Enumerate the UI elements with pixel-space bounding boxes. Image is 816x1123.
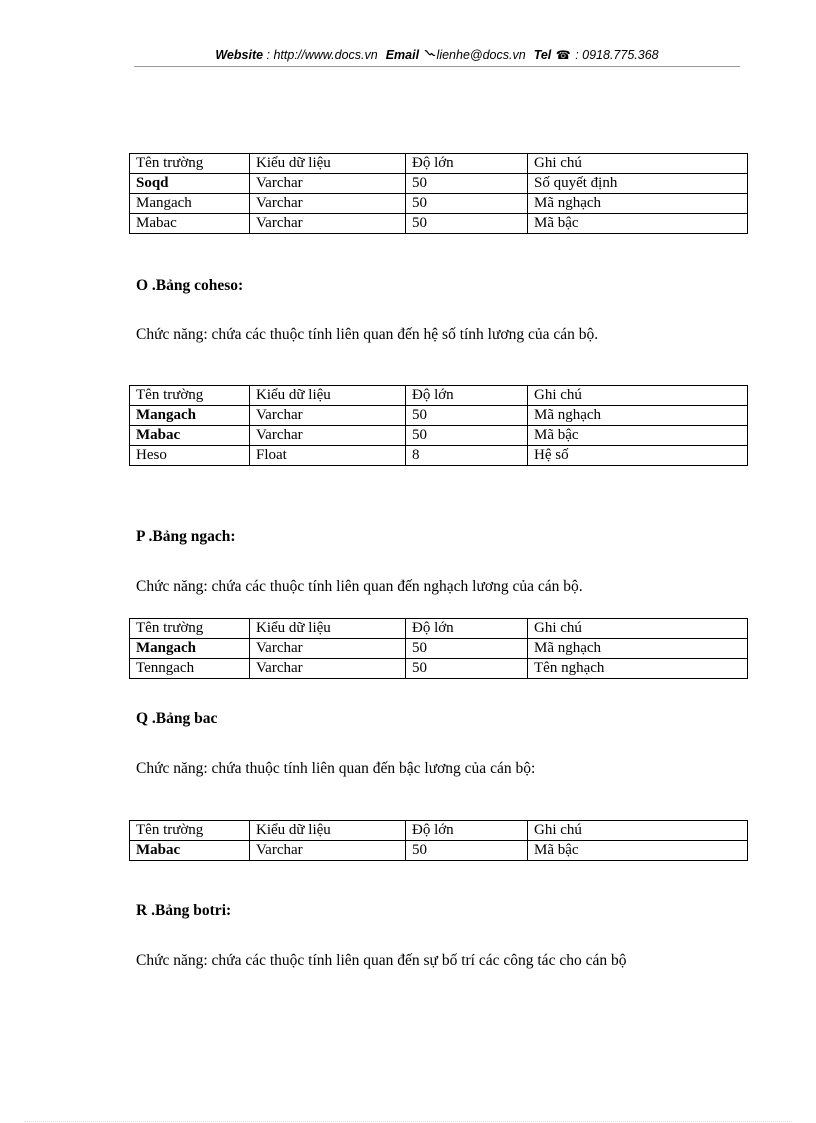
tel-value: 0918.775.368 [582, 48, 659, 62]
footer-rule [24, 1121, 792, 1122]
table-row: Soqd Varchar 50 Số quyết định [130, 174, 748, 194]
table-header-row: Tên trường Kiểu dữ liệu Độ lớn Ghi chú [130, 821, 748, 841]
website-label: Website [215, 48, 264, 62]
table-coheso [129, 385, 748, 466]
table-ngach [129, 618, 748, 679]
website-url[interactable]: http://www.docs.vn [273, 48, 378, 62]
table-header-row: Tên trường Kiểu dữ liệu Độ lớn Ghi chú [130, 619, 748, 639]
email-label: Email [385, 48, 420, 62]
section-heading-coheso: O .Bảng coheso: [136, 277, 244, 294]
tel-label: Tel [533, 48, 552, 62]
table-row: Mabac Varchar 50 Mã bậc [130, 426, 748, 446]
section-desc-bac: Chức năng: chứa thuộc tính liên quan đến bậc lương của cán bộ: [136, 760, 536, 777]
section-heading-ngach: P .Bảng ngach: [136, 528, 236, 545]
section-desc-ngach: Chức năng: chứa các thuộc tính liên quan đến nghạch lương của cán bộ. [136, 578, 583, 595]
table-header-row: Tên trường Kiểu dữ liệu Độ lớn Ghi chú [130, 154, 748, 174]
table-row: Mabac Varchar 50 Mã bậc [130, 214, 748, 234]
table-header-row: Tên trường Kiểu dữ liệu Độ lớn Ghi chú [130, 386, 748, 406]
envelope-icon [423, 48, 437, 60]
table-bac [129, 820, 748, 861]
phone-icon: ☎ [555, 48, 571, 62]
section-desc-botri: Chức năng: chứa các thuộc tính liên quan đến sự bố trí các công tác cho cán bộ [136, 952, 627, 969]
section-heading-bac: Q .Bảng bac [136, 710, 218, 727]
table-row: Tenngach Varchar 50 Tên nghạch [130, 659, 748, 679]
table-row: Mangach Varchar 50 Mã nghạch [130, 406, 748, 426]
table-quyetdinh [129, 153, 748, 234]
table-row: Mangach Varchar 50 Mã nghạch [130, 639, 748, 659]
section-heading-botri: R .Bảng botri: [136, 902, 232, 919]
table-row: Mangach Varchar 50 Mã nghạch [130, 194, 748, 214]
table-row: Heso Float 8 Hệ số [130, 446, 748, 466]
table-row: Mabac Varchar 50 Mã bậc [130, 841, 748, 861]
section-desc-coheso: Chức năng: chứa các thuộc tính liên quan đến hệ số tính lương của cán bộ. [136, 326, 599, 343]
page-header: Website : http://www.docs.vn Email lienhe@docs.vn Tel ☎ : 0918.775.368 [134, 46, 740, 67]
email-value[interactable]: lienhe@docs.vn [436, 48, 526, 62]
